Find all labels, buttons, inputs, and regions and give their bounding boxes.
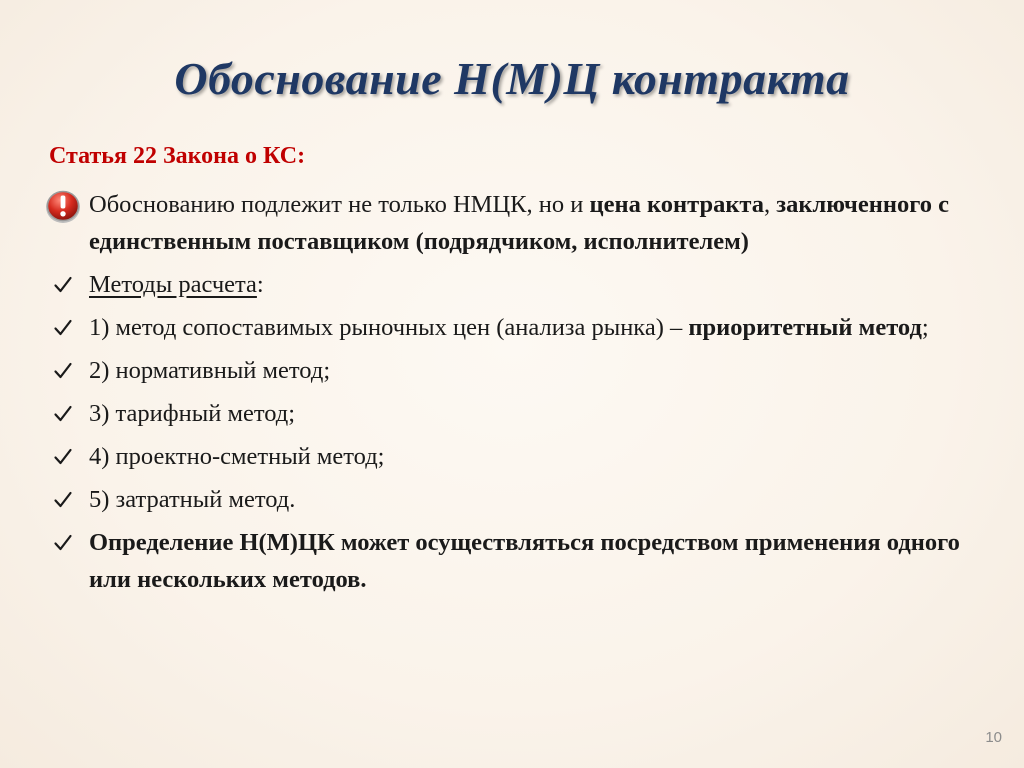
list-item — [48, 266, 968, 303]
checkmark-icon — [48, 309, 78, 346]
text-run: , — [764, 191, 777, 218]
text-run: ; — [921, 314, 929, 341]
text-run: 4) проектно-сметный метод; — [89, 443, 385, 470]
checkmark-icon — [48, 266, 78, 303]
text-run: Определение Н(М)ЦК может осуществляться посредством применения одного или нескольких методов. — [89, 529, 960, 593]
list-item-text — [89, 191, 949, 255]
page-number: 10 — [985, 729, 1002, 746]
text-run: заключенного с единственным поставщиком (подрядчиком, исполнителем) — [89, 191, 949, 255]
checkmark-icon — [48, 481, 78, 518]
list-item — [48, 352, 968, 389]
checkmark-icon — [48, 395, 78, 432]
list-item-text — [89, 443, 384, 470]
text-run: : — [256, 271, 264, 298]
checkmark-icon — [48, 524, 78, 561]
list-item-text — [89, 529, 960, 593]
warning-exclamation-icon — [44, 187, 82, 225]
text-run: 2) нормативный метод; — [89, 357, 331, 384]
text-run: 1) метод сопоставимых рыночных цен (анализа рынка) – — [89, 314, 689, 341]
checkmark-icon — [48, 438, 78, 475]
list-item-text — [89, 271, 264, 298]
list-item-text — [89, 357, 330, 384]
list-item — [48, 524, 968, 598]
text-run: Обоснованию подлежит не только НМЦК, но и — [89, 191, 590, 218]
bullet-list — [48, 186, 968, 604]
text-run: цена контракта — [589, 191, 765, 218]
list-item — [48, 438, 968, 475]
list-item-text — [89, 486, 295, 513]
slide-title: Обоснование Н(М)Ц контракта — [174, 53, 850, 104]
list-item — [48, 309, 968, 346]
list-item — [48, 481, 968, 518]
slide-subtitle: Статья 22 Закона о КС: — [49, 143, 306, 169]
list-item — [48, 395, 968, 432]
text-run: Методы расчета — [89, 271, 257, 298]
text-run: приоритетный метод — [688, 314, 922, 341]
text-run: 3) тарифный метод; — [89, 400, 296, 427]
text-run: 5) затратный метод. — [89, 486, 296, 513]
checkmark-icon — [48, 352, 78, 389]
list-item — [48, 186, 968, 260]
list-item-text — [89, 314, 929, 341]
list-item-text — [89, 400, 295, 427]
